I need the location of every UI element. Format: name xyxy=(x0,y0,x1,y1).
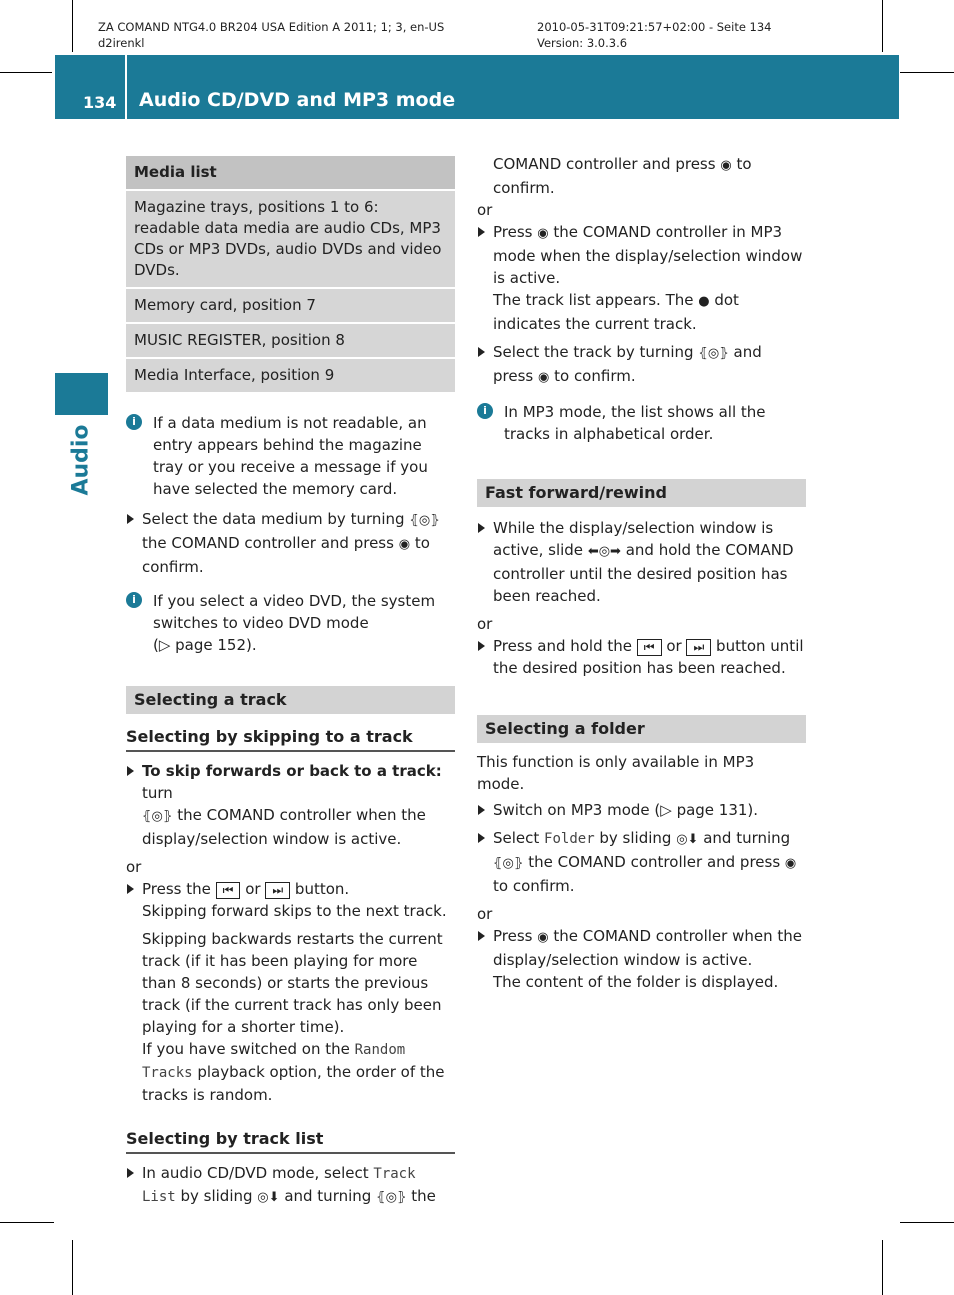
press-controller-icon: ◉ xyxy=(538,370,550,385)
media-list-table xyxy=(126,154,455,392)
step-press-mp3: Press ◉ the COMAND controller in MP3 mode when the display/selection window is active. The track list appears. The ● dot indicates the current track. xyxy=(477,221,806,335)
crop-mark xyxy=(882,0,883,52)
turn-controller-icon: ⦃◎⦄ xyxy=(376,1190,407,1205)
section-heading-fast-forward: Fast forward/rewind xyxy=(477,479,806,507)
print-meta-line: ZA COMAND NTG4.0 BR204 USA Edition A 2011; 1; 3, en-US xyxy=(98,20,445,34)
step-arrow-icon xyxy=(478,227,485,237)
step-skip-track: To skip forwards or back to a track: turn ⦃◎⦄ the COMAND controller when the display/selection window is active. xyxy=(126,760,455,850)
section-heading-selecting-folder: Selecting a folder xyxy=(477,715,806,743)
turn-controller-icon: ⦃◎⦄ xyxy=(698,346,729,361)
step-arrow-icon xyxy=(478,805,485,815)
crop-mark xyxy=(0,1222,54,1223)
press-controller-icon: ◉ xyxy=(720,158,732,173)
step-slide-hold: While the display/selection window is active, slide ⬅◎➡ and hold the COMAND controller until the desired position has been reached. xyxy=(477,517,806,607)
left-column xyxy=(126,154,455,1215)
paragraph-random: If you have switched on the Random Tracks playback option, the order of the tracks is random. xyxy=(142,1040,445,1104)
or-separator: or xyxy=(477,905,493,923)
media-list-header: Media list xyxy=(126,155,455,190)
skip-forward-button-icon: ⏭ xyxy=(686,639,711,656)
dot-indicator-icon: ● xyxy=(698,294,710,309)
step-arrow-icon xyxy=(127,514,134,524)
step-switch-mp3: Switch on MP3 mode (▷ page 131). xyxy=(477,799,806,821)
info-text: In MP3 mode, the list shows all the tracks in alphabetical order. xyxy=(504,403,766,443)
turn-controller-icon: ⦃◎⦄ xyxy=(142,809,173,824)
page-reference: (▷ page 152). xyxy=(153,636,257,654)
or-separator: or xyxy=(477,615,493,633)
section-heading-selecting-track: Selecting a track xyxy=(126,686,455,714)
media-list-row: Magazine trays, positions 1 to 6: readable data media are audio CDs, MP3 CDs or MP3 DVDs, audio DVDs and video DVDs. xyxy=(126,190,455,288)
step-press-buttons: Press the ⏮ or ⏭ button. Skipping forward skips to the next track. xyxy=(126,878,455,922)
info-icon: i xyxy=(477,403,493,419)
crop-mark xyxy=(900,1222,954,1223)
turn-controller-icon: ⦃◎⦄ xyxy=(409,513,440,528)
press-controller-icon: ◉ xyxy=(537,930,549,945)
info-text: If a data medium is not readable, an entry appears behind the magazine tray or you receive a message if you have selected the memory card. xyxy=(153,414,428,498)
print-meta-line: d2irenkl xyxy=(98,36,145,50)
info-note xyxy=(126,590,455,656)
slide-down-icon: ◎⬇ xyxy=(676,832,699,847)
turn-controller-icon: ⦃◎⦄ xyxy=(493,856,524,871)
side-chapter-label: Audio xyxy=(68,424,94,496)
menu-option-random-tracks: Random Tracks xyxy=(142,1042,406,1081)
print-meta-line: Version: 3.0.3.6 xyxy=(537,36,628,50)
step-select-folder: Select Folder by sliding ◎⬇ and turning ⦃◎⦄ the COMAND controller and press ◉ to confirm. xyxy=(477,827,806,897)
slide-down-icon: ◎⬇ xyxy=(257,1190,280,1205)
crop-mark xyxy=(0,72,52,73)
or-separator: or xyxy=(477,201,493,219)
crop-mark xyxy=(72,1240,73,1295)
media-list-row: Memory card, position 7 xyxy=(126,288,455,323)
step-select-medium: Select the data medium by turning ⦃◎⦄ the COMAND controller and press ◉ to confirm. xyxy=(126,508,455,578)
slide-left-right-icon: ⬅◎➡ xyxy=(587,544,621,559)
print-meta-right xyxy=(537,19,772,51)
section-title: Audio CD/DVD and MP3 mode xyxy=(139,89,456,111)
media-list-row: Media Interface, position 9 xyxy=(126,358,455,392)
right-column xyxy=(477,153,806,999)
page-header xyxy=(55,55,899,119)
paragraph-continued: COMAND controller and press ◉ to confirm. xyxy=(493,155,752,197)
menu-option-track-list: Track List xyxy=(142,1166,416,1205)
info-note xyxy=(126,412,455,500)
step-arrow-icon xyxy=(127,884,134,894)
menu-option-folder: Folder xyxy=(544,831,595,847)
step-arrow-icon xyxy=(478,931,485,941)
press-controller-icon: ◉ xyxy=(398,537,411,552)
info-icon: i xyxy=(126,592,142,608)
paragraph-skip-back: Skipping backwards restarts the current track (if it has been playing for more than 8 seconds) or starts the previous track (if the current track has only been playing for a shorter time). xyxy=(142,930,443,1036)
step-press-hold: Press and hold the ⏮ or ⏭ button until the desired position has been reached. xyxy=(477,635,806,679)
press-controller-icon: ◉ xyxy=(784,856,797,871)
info-text: If you select a video DVD, the system switches to video DVD mode xyxy=(153,592,436,632)
step-select-track: Select the track by turning ⦃◎⦄ and press ◉ to confirm. xyxy=(477,341,806,389)
crop-mark xyxy=(72,0,73,52)
info-note xyxy=(477,401,806,445)
or-separator: or xyxy=(126,858,142,876)
skip-back-button-icon: ⏮ xyxy=(216,882,241,899)
info-icon: i xyxy=(126,414,142,430)
step-arrow-icon xyxy=(478,833,485,843)
print-meta-line: 2010-05-31T09:21:57+02:00 - Seite 134 xyxy=(537,20,772,34)
step-arrow-icon xyxy=(127,1168,134,1178)
side-tab xyxy=(55,373,108,415)
skip-forward-button-icon: ⏭ xyxy=(265,882,290,899)
step-arrow-icon xyxy=(127,766,134,776)
media-list-row: MUSIC REGISTER, position 8 xyxy=(126,323,455,358)
subheading-track-list: Selecting by track list xyxy=(126,1128,455,1154)
crop-mark xyxy=(882,1240,883,1295)
paragraph-folder-intro: This function is only available in MP3 mode. xyxy=(477,753,755,793)
step-arrow-icon xyxy=(478,347,485,357)
step-press-folder: Press ◉ the COMAND controller when the display/selection window is active. The content of the folder is displayed. xyxy=(477,925,806,993)
step-arrow-icon xyxy=(478,641,485,651)
press-controller-icon: ◉ xyxy=(537,226,549,241)
subheading-skipping: Selecting by skipping to a track xyxy=(126,726,455,752)
print-meta-left xyxy=(98,19,444,51)
crop-mark xyxy=(900,72,954,73)
page-number: 134 xyxy=(83,93,117,112)
skip-back-button-icon: ⏮ xyxy=(637,639,662,656)
step-select-track-list: In audio CD/DVD mode, select Track List by sliding ◎⬇ and turning ⦃◎⦄ the xyxy=(126,1162,455,1209)
header-divider xyxy=(125,55,127,119)
step-arrow-icon xyxy=(478,523,485,533)
